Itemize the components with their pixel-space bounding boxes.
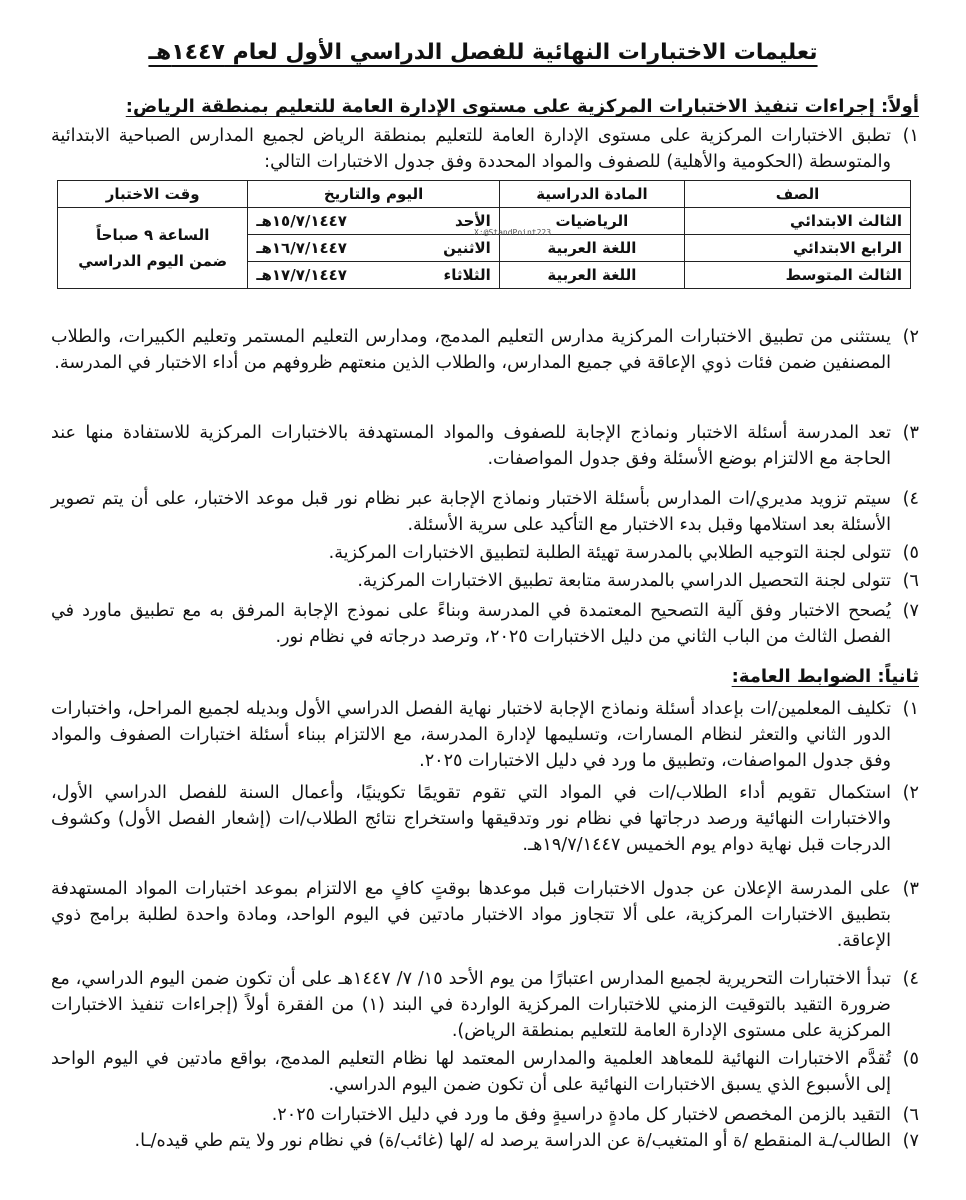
section-1-item-2 <box>51 324 919 376</box>
section-1-item-4 <box>51 486 919 538</box>
cell-grade: الثالث المتوسط <box>685 262 911 289</box>
item-text: تبدأ الاختبارات التحريرية لجميع المدارس اعتبارًا من يوم الأحد ١٥/ ٧/ ١٤٤٧هـ على أن تكون ضمن اليوم الدراسي، مع ضرورة التقيد بالتوقيت الزمني للاختبارات المركزية الواردة في البند (١) من الفقرة أولاً (إجراءات تنفيذ الاختبارات المركزية على مستوى الإدارة العامة للتعليم بمنطقة الرياض). <box>51 969 891 1041</box>
section-2-item-3 <box>51 876 919 954</box>
item-number: ٣) <box>902 879 919 899</box>
section-2-item-7 <box>51 1128 919 1154</box>
item-text: سيتم تزويد مديري/ات المدارس بأسئلة الاختبار ونماذج الإجابة عبر نظام نور قبل موعد الاختبار، على أن يتم تصوير الأسئلة بعد استلامها وقبل بدء الاختبار مع التأكيد على سرية الأسئلة. <box>51 489 891 535</box>
cell-day-date <box>248 208 499 235</box>
item-number: ٤) <box>902 489 919 509</box>
watermark-text: X:@StandPoint223 <box>474 228 552 237</box>
section-1-item-6 <box>51 568 919 594</box>
section-2-item-2 <box>51 780 919 858</box>
cell-subject: اللغة العربية <box>499 235 684 262</box>
cell-date: ١٧/٧/١٤٤٧هـ <box>256 266 347 284</box>
item-text: تعد المدرسة أسئلة الاختبار ونماذج الإجابة للصفوف والمواد المستهدفة بالاختبارات المركزية للاستفادة منها عند الحاجة مع الالتزام بوضع الأسئلة وفق جدول المواصفات. <box>51 423 891 469</box>
cell-day-date <box>248 262 499 289</box>
section-2-item-5 <box>51 1046 919 1098</box>
item-number: ٥) <box>902 1049 919 1069</box>
item-number: ٦) <box>902 1105 919 1125</box>
section-2-item-4 <box>51 966 919 1044</box>
header-time: وقت الاختبار <box>58 181 248 208</box>
item-text: تكليف المعلمين/ات بإعداد أسئلة ونماذج الإجابة لاختبار نهاية الفصل الدراسي الأول وبديله لجميع المراحل، واختبارات الدور الثاني والتعثر لنظام المسارات، وتسليمها لإدارة المدرسة، مع الالتزام ببناء أسئلة اختبارات الصفوف والمواد وفق جدول المواصفات، وتطبيق ما ورد في دليل الاختبارات ٢٠٢٥. <box>51 699 891 771</box>
section-1-item-7 <box>51 598 919 650</box>
cell-date: ١٦/٧/١٤٤٧هـ <box>256 239 347 257</box>
item-number: ١) <box>902 126 919 146</box>
exam-time-line-1: الساعة ٩ صباحاً <box>96 226 210 244</box>
section-1-item-5 <box>51 540 919 566</box>
item-text: استكمال تقويم أداء الطلاب/ات في المواد التي تقوم تقويمًا تكوينيًا، وأعمال السنة للفصل الدراسي الأول، والاختبارات النهائية ورصد درجاتها في نظام نور وتدقيقها واستخراج نتائج الطلاب/ات (إشعار الفصل الأول) وكشوف الدرجات قبل نهاية دوام يوم الخميس ١٩/٧/١٤٤٧هـ. <box>51 783 891 855</box>
section-2-heading: ثانياً: الضوابط العامة: <box>731 666 919 687</box>
section-2-item-6 <box>51 1102 919 1128</box>
item-number: ٥) <box>902 543 919 563</box>
item-text: تتولى لجنة التحصيل الدراسي بالمدرسة متابعة تطبيق الاختبارات المركزية. <box>357 571 891 591</box>
item-text: التقيد بالزمن المخصص لاختبار كل مادةٍ دراسيةٍ وفق ما ورد في دليل الاختبارات ٢٠٢٥. <box>271 1105 891 1125</box>
cell-day: الاثنين <box>443 239 491 257</box>
document-title: تعليمات الاختبارات النهائية للفصل الدراسي الأول لعام ١٤٤٧هـ <box>148 40 818 65</box>
item-text: تُقدَّم الاختبارات النهائية للمعاهد العلمية والمدارس المعتمد لها نظام التعليم المدمج، بواقع مادتين في اليوم الواحد إلى الأسبوع الذي يسبق الاختبارات النهائية على أن تكون ضمن اليوم الدراسي. <box>51 1049 891 1095</box>
cell-exam-time <box>58 208 248 289</box>
section-1-item-1 <box>51 123 919 175</box>
cell-grade: الثالث الابتدائي <box>685 208 911 235</box>
item-number: ٣) <box>902 423 919 443</box>
item-text: يستثنى من تطبيق الاختبارات المركزية مدارس التعليم المدمج، ومدارس التعليم المستمر وتعليم الكبيرات، والطلاب المصنفين ضمن فئات ذوي الإعاقة في جميع المدارس، والطلاب الذين منعتهم ظروفهم من أداء الاختبار في المدرسة. <box>51 327 891 373</box>
header-subject: المادة الدراسية <box>499 181 684 208</box>
header-grade: الصف <box>685 181 911 208</box>
item-text: تطبق الاختبارات المركزية على مستوى الإدارة العامة للتعليم بمنطقة الرياض لجميع المدارس الصباحية الابتدائية والمتوسطة (الحكومية والأهلية) للصفوف والمواد المحددة وفق جدول الاختبارات التالي: <box>51 126 891 172</box>
cell-subject: اللغة العربية <box>499 262 684 289</box>
item-number: ١) <box>902 699 919 719</box>
item-number: ٢) <box>902 327 919 347</box>
item-number: ٢) <box>902 783 919 803</box>
section-1-heading: أولاً: إجراءات تنفيذ الاختبارات المركزية على مستوى الإدارة العامة للتعليم بمنطقة الرياض: <box>125 96 919 117</box>
item-number: ٧) <box>902 601 919 621</box>
item-number: ٧) <box>902 1131 919 1151</box>
exam-time-line-2: ضمن اليوم الدراسي <box>78 252 228 270</box>
item-text: تتولى لجنة التوجيه الطلابي بالمدرسة تهيئة الطلبة لتطبيق الاختبارات المركزية. <box>328 543 891 563</box>
cell-day: الأحد <box>454 212 491 230</box>
table-header-row <box>58 181 911 208</box>
cell-day-date <box>248 235 499 262</box>
section-2-item-1 <box>51 696 919 774</box>
cell-grade: الرابع الابتدائي <box>685 235 911 262</box>
cell-subject: الرياضيات <box>499 208 684 235</box>
cell-date: ١٥/٧/١٤٤٧هـ <box>256 212 347 230</box>
item-number: ٦) <box>902 571 919 591</box>
item-number: ٤) <box>902 969 919 989</box>
item-text: على المدرسة الإعلان عن جدول الاختبارات قبل موعدها بوقتٍ كافٍ مع الالتزام بموعد اختبارات المواد المستهدفة بتطبيق الاختبارات المركزية، على ألا تتجاوز مواد الاختبار مادتين في اليوم الواحد، ومادة واحدة لطلبة برامج ذوي الإعاقة. <box>51 879 891 951</box>
header-day-date: اليوم والتاريخ <box>248 181 499 208</box>
item-text: الطالب/ـة المنقطع /ة أو المتغيب/ة عن الدراسة يرصد له /لها (غائب/ة) في نظام نور ولا يتم طي قيده/ـا. <box>134 1131 891 1151</box>
item-text: يُصحح الاختبار وفق آلية التصحيح المعتمدة في المدرسة وبناءً على نموذج الإجابة المرفق به مع تطبيق ماورد في الفصل الثالث من الباب الثاني من دليل الاختبارات ٢٠٢٥، وترصد درجاته في نظام نور. <box>51 601 891 647</box>
section-1-item-3 <box>51 420 919 472</box>
cell-day: الثلاثاء <box>443 266 491 284</box>
